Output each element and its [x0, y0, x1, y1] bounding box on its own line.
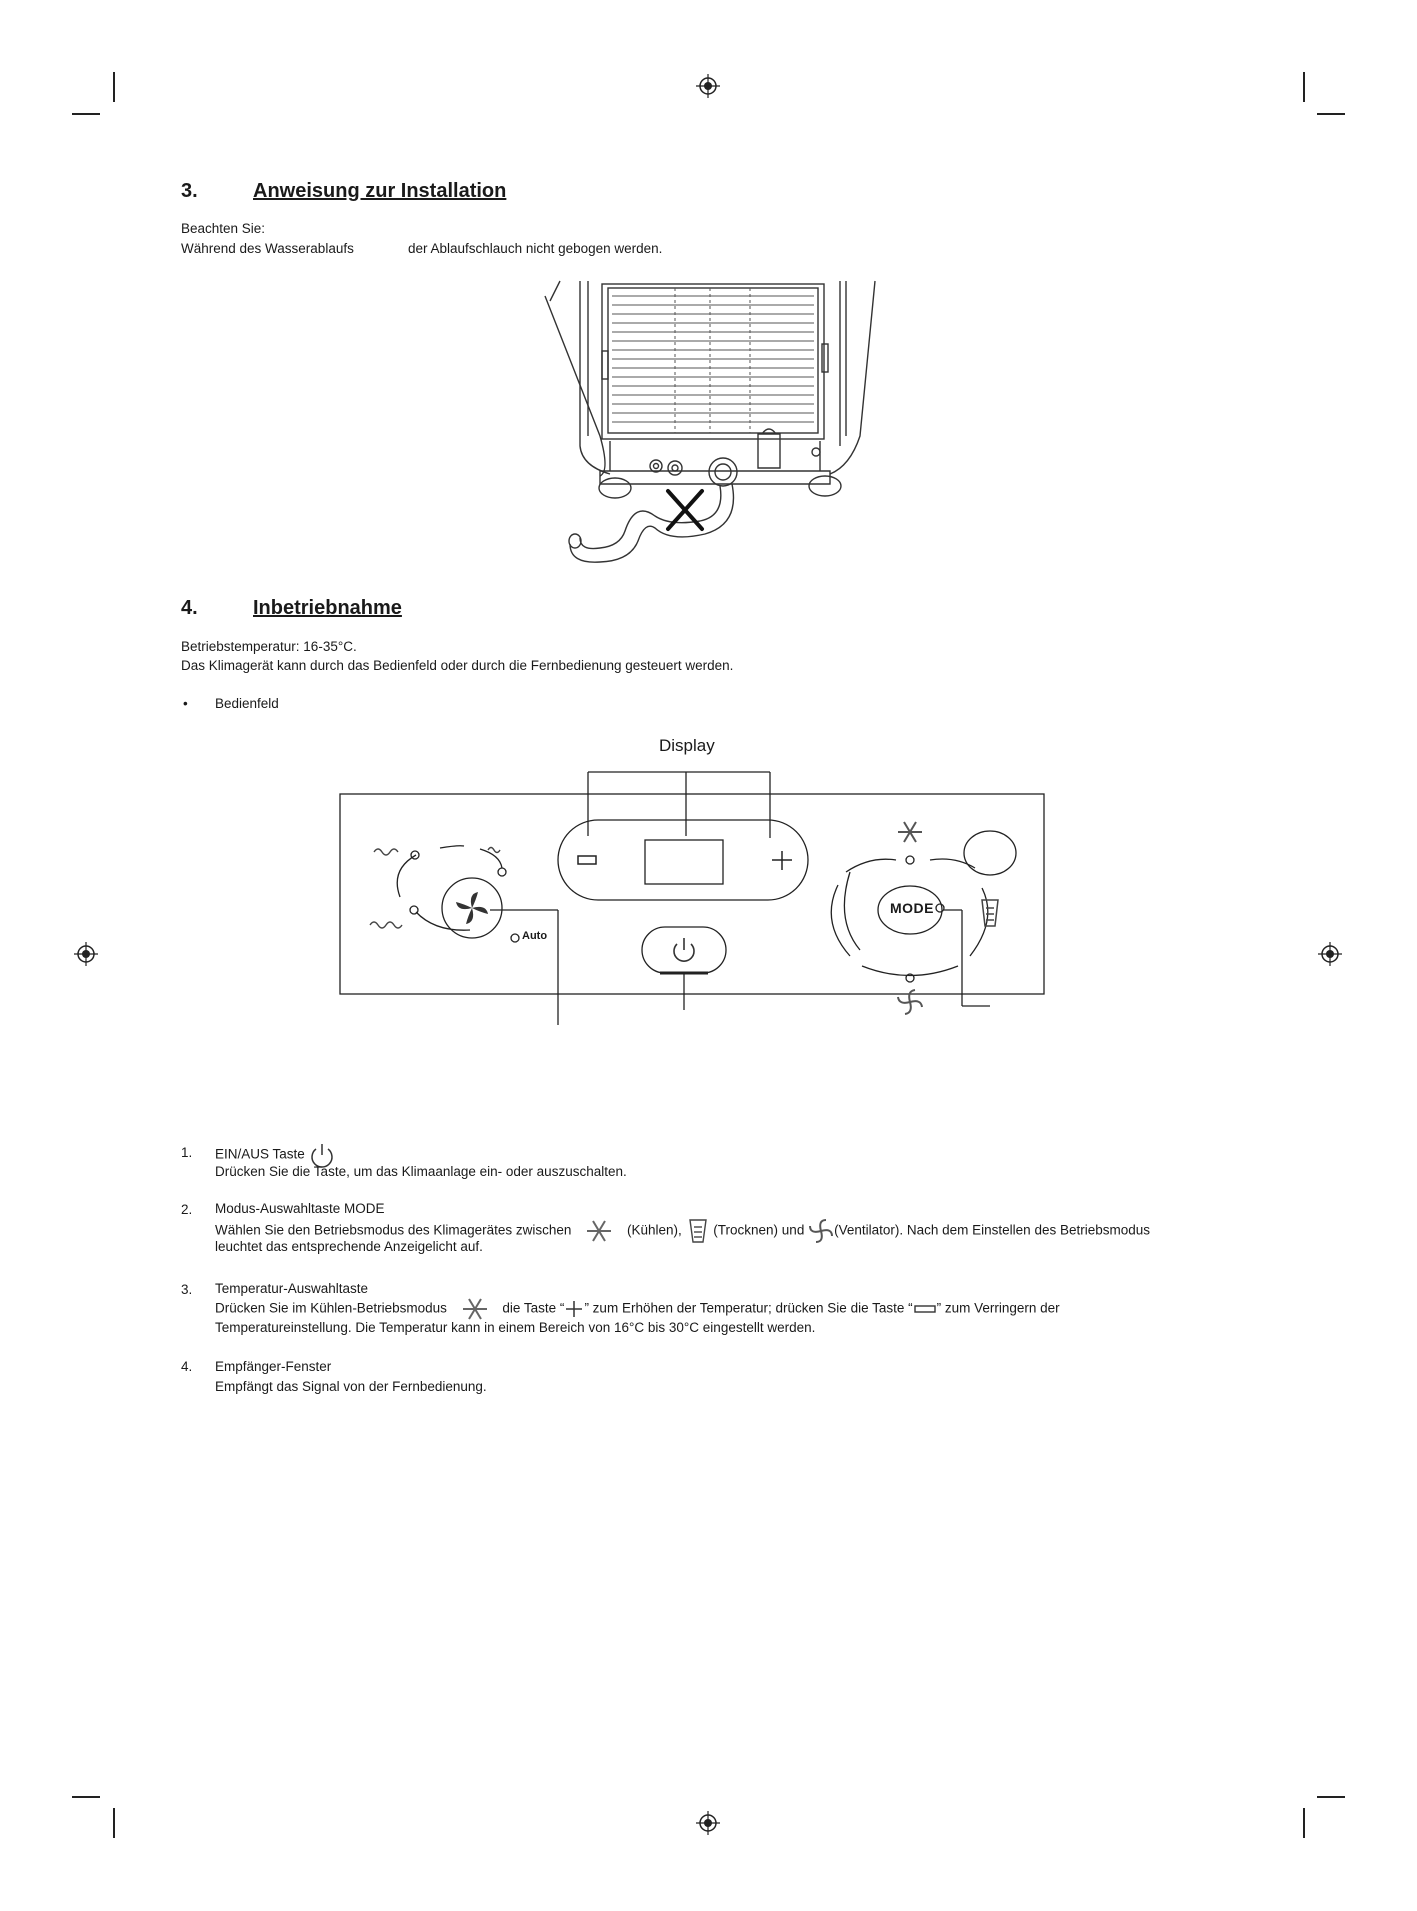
item-text-e: leuchtet das entsprechende Anzeigelicht auf.	[215, 1239, 483, 1254]
crop-mark	[113, 1808, 115, 1838]
section-number: 3.	[181, 180, 198, 202]
minus-icon	[913, 1302, 937, 1316]
crop-mark	[72, 1796, 100, 1798]
crop-mark	[72, 113, 100, 115]
item-title-text: EIN/AUS Taste	[215, 1146, 305, 1162]
item-text-b: die Taste “	[502, 1300, 565, 1316]
note-text-b: der Ablaufschlauch nicht gebogen werden.	[408, 241, 663, 256]
item-text-d: ” zum Verringern der	[936, 1300, 1060, 1316]
item-text-d: (Ventilator). Nach dem Einstellen des Betriebsmodus	[834, 1222, 1150, 1238]
section-number: 4.	[181, 597, 198, 619]
crop-mark	[113, 72, 115, 102]
item-text: Empfängt das Signal von der Fernbedienung.	[215, 1379, 487, 1394]
display-label: Display	[659, 736, 715, 755]
crop-mark	[1303, 72, 1305, 102]
section-title: Anweisung zur Installation	[253, 180, 507, 202]
snowflake-icon	[575, 1219, 623, 1243]
item-title: Empfänger-Fenster	[215, 1359, 332, 1374]
control-info: Das Klimagerät kann durch das Bedienfeld oder durch die Fernbedienung gesteuert werden.	[181, 658, 734, 673]
item-text: Drücken Sie die Taste, um das Klimaanlage ein- oder auszuschalten.	[215, 1164, 627, 1179]
registration-mark-icon	[696, 74, 720, 98]
crop-mark	[1317, 113, 1345, 115]
item-number: 1.	[181, 1145, 193, 1160]
section-title: Inbetriebnahme	[253, 597, 402, 619]
item-number: 2.	[181, 1202, 193, 1217]
item-number: 3.	[181, 1282, 193, 1297]
drain-hose-illustration	[540, 276, 880, 566]
item-title: Modus-Auswahltaste MODE	[215, 1201, 385, 1216]
item-title: Temperatur-Auswahltaste	[215, 1281, 369, 1296]
registration-mark-icon	[696, 1811, 720, 1835]
crop-mark	[1303, 1808, 1305, 1838]
note-label: Beachten Sie:	[181, 221, 266, 236]
dehumidify-icon	[686, 1217, 710, 1245]
crop-mark	[1317, 1796, 1345, 1798]
note-text-a: Während des Wasserablaufs	[181, 241, 354, 256]
item-text-b: (Kühlen),	[626, 1222, 682, 1238]
plus-icon	[564, 1299, 584, 1319]
registration-mark-icon	[1318, 942, 1342, 966]
item-text-c: ” zum Erhöhen der Temperatur; drücken Sie die Taste “	[584, 1300, 913, 1316]
bullet: •	[183, 696, 188, 711]
mode-button[interactable]: MODE	[890, 900, 934, 916]
registration-mark-icon	[74, 942, 98, 966]
item-number: 4.	[181, 1359, 193, 1374]
control-panel-diagram	[330, 760, 1060, 1030]
bullet-text: Bedienfeld	[215, 696, 279, 711]
item-text-a: Wählen Sie den Betriebsmodus des Klimagerätes zwischen	[215, 1222, 572, 1238]
item-text-a: Drücken Sie im Kühlen-Betriebsmodus	[215, 1300, 447, 1316]
fan-icon	[808, 1218, 834, 1244]
item-text-c: (Trocknen) und	[713, 1222, 805, 1238]
item-text-e: Temperatureinstellung. Die Temperatur kann in einem Bereich von 16°C bis 30°C eingestellt werden.	[215, 1320, 816, 1335]
auto-label: Auto	[522, 930, 548, 942]
operating-temperature: Betriebstemperatur: 16-35°C.	[181, 639, 357, 654]
